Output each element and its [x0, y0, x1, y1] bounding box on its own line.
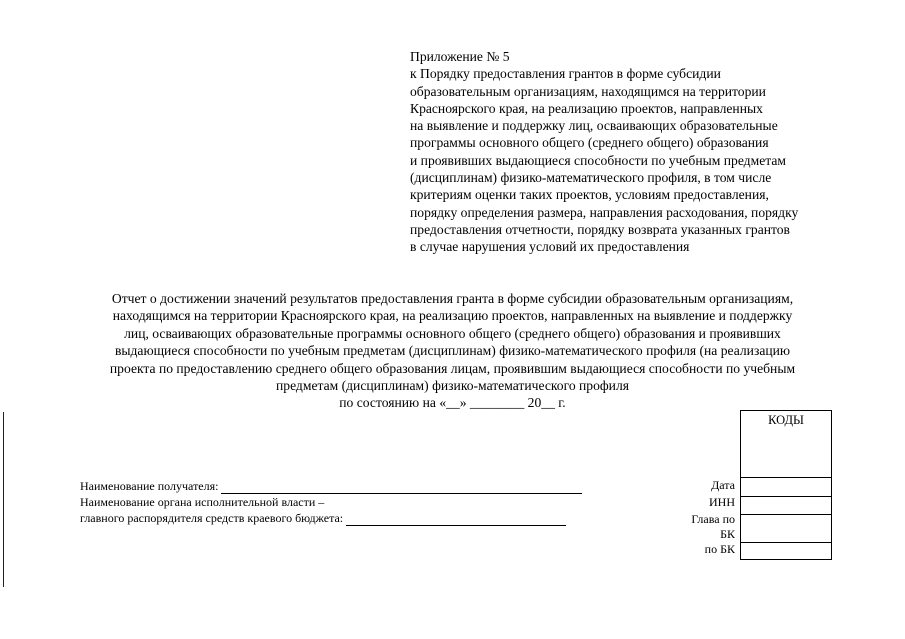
appendix-line: образовательным организациям, находящимся на территории [410, 83, 766, 99]
report-title-line: находящимся на территории Красноярского края, на реализацию проектов, направленных на выявление и поддержку [112, 308, 793, 324]
appendix-line: и проявивших выдающиеся способности по учебным предметам [410, 152, 786, 168]
report-title-line: лиц, осваивающих образовательные программы основного общего (среднего общего) образования и проявивших [124, 325, 781, 341]
code-cell-inn[interactable] [741, 497, 832, 515]
codes-labels [691, 477, 735, 558]
code-cell-chapter[interactable] [741, 515, 832, 543]
codes-header: КОДЫ [741, 411, 832, 478]
authority-label-row [80, 494, 582, 510]
recipient-row [80, 478, 582, 494]
authority-row [80, 510, 582, 526]
recipient-fields [80, 478, 582, 526]
appendix-line: к Порядку предоставления грантов в форме субсидии [410, 66, 721, 82]
authority-input-line[interactable] [346, 513, 566, 526]
code-label-bk: по БК [704, 542, 735, 556]
appendix-block [410, 48, 880, 256]
codes-table [740, 410, 832, 560]
appendix-line: программы основного общего (среднего общего) образования [410, 135, 769, 151]
report-title-line: предметам (дисциплинам) физико-математического профиля [276, 378, 629, 394]
appendix-line: критериям оценки таких проектов, условиям предоставления, [410, 187, 769, 203]
code-label-inn: ИНН [709, 495, 735, 509]
appendix-line: порядку определения размера, направления расходования, порядку [410, 204, 799, 220]
recipient-input-line[interactable] [221, 481, 582, 494]
report-title-line: Отчет о достижении значений результатов предоставления гранта в форме субсидии образовательным организациям, [111, 291, 794, 306]
appendix-line: (дисциплинам) физико-математического профиля, в том числе [410, 170, 772, 186]
appendix-line: Красноярского края, на реализацию проектов, направленных [410, 100, 763, 116]
code-cell-date[interactable] [741, 478, 832, 497]
report-title-line: проекта по предоставлению среднего общего образования лицам, проявившим выдающиеся способности по учебным [109, 360, 796, 376]
recipient-label: Наименование получателя: [80, 479, 219, 493]
scan-edge-line [3, 412, 4, 587]
appendix-line: в случае нарушения условий их предоставления [410, 239, 690, 255]
code-label-date: Дата [711, 478, 735, 492]
report-title [60, 290, 845, 412]
code-cell-bk[interactable] [741, 543, 832, 560]
authority-label-2: главного распорядителя средств краевого бюджета: [80, 511, 344, 525]
code-label-chapter: Глава по [691, 512, 735, 526]
appendix-line: предоставления отчетности, порядку возврата указанных грантов [410, 221, 790, 237]
report-date-line: по состоянию на «__» ________ 20__ г. [339, 395, 566, 411]
appendix-line: на выявление и поддержку лиц, осваивающих образовательные [410, 118, 778, 134]
code-label-chapter-bk: БК [720, 527, 735, 541]
report-title-line: выдающиеся способности по учебным предметам (дисциплинам) физико-математического профиля (на реализацию [114, 343, 791, 359]
appendix-line: Приложение № 5 [410, 49, 510, 64]
authority-label-1: Наименование органа исполнительной власти – [80, 495, 325, 509]
